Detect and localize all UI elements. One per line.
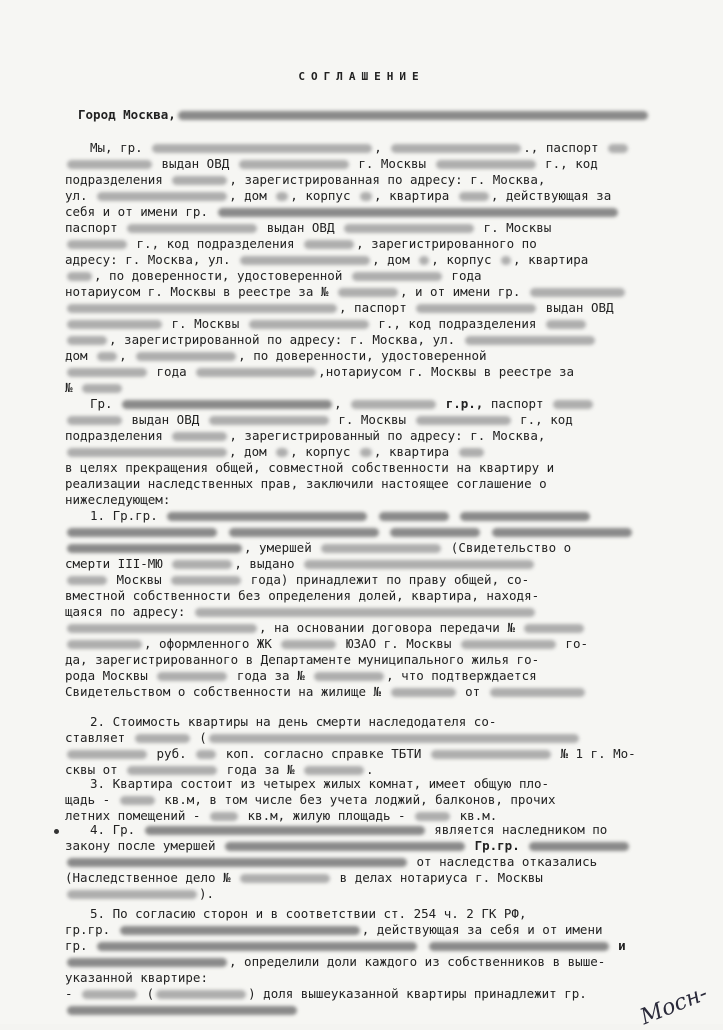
redaction — [360, 448, 372, 457]
redaction — [459, 192, 489, 201]
redaction — [209, 416, 329, 425]
redaction — [276, 448, 288, 457]
redaction — [196, 368, 316, 377]
redaction — [461, 640, 556, 649]
city-line: Город Москва, — [78, 107, 650, 122]
redaction — [97, 192, 227, 201]
text-line: Гр. , г.р., паспорт — [90, 396, 595, 411]
redaction — [67, 858, 407, 867]
text-line: выдан ОВД г. Москвы г., код — [65, 412, 573, 427]
redaction — [276, 192, 288, 201]
text-line: щаяся по адресу: — [65, 604, 537, 619]
redaction — [492, 528, 632, 537]
redaction — [304, 560, 534, 569]
redaction — [67, 368, 147, 377]
redaction — [67, 624, 257, 633]
redaction — [156, 990, 246, 999]
redaction — [304, 240, 354, 249]
text-line: нотариусом г. Москвы в реестре за № , и от имени гр. — [65, 284, 627, 299]
redaction — [608, 144, 628, 153]
text-line: , зарегистрированной по адресу: г. Москва, ул. — [65, 332, 597, 347]
redaction — [67, 160, 152, 169]
redaction — [157, 672, 227, 681]
text-line: нижеследующем: — [65, 492, 171, 507]
redaction — [67, 544, 242, 553]
redaction — [67, 240, 127, 249]
redaction — [465, 336, 595, 345]
text-line: , умершей (Свидетельство о — [65, 540, 571, 555]
redaction — [210, 812, 238, 821]
text-line: указанной квартире: — [65, 970, 208, 985]
redaction — [553, 400, 593, 409]
text-line — [65, 524, 634, 539]
text-line: реализации наследственных прав, заключили настоящее соглашение о — [65, 476, 547, 491]
redaction — [97, 352, 117, 361]
redaction — [67, 576, 107, 585]
redaction — [416, 416, 511, 425]
redaction — [67, 416, 122, 425]
redaction — [172, 176, 227, 185]
redaction — [225, 842, 465, 851]
redaction — [379, 512, 449, 521]
redaction — [82, 384, 122, 393]
redaction — [249, 320, 369, 329]
redaction — [524, 624, 584, 633]
redaction — [67, 958, 227, 967]
redaction — [67, 890, 197, 899]
redaction — [152, 144, 372, 153]
text-line: подразделения , зарегистрированная по адресу: г. Москва, — [65, 172, 546, 187]
redaction — [67, 304, 337, 313]
text-line: , дом , корпус , квартира — [65, 444, 486, 459]
text-line: ставляет ( — [65, 730, 581, 745]
redaction — [239, 160, 349, 169]
text-line: - ( ) доля вышеуказанной квартиры принадлежит гр. — [65, 986, 587, 1001]
redaction — [67, 320, 162, 329]
redaction — [314, 672, 384, 681]
text-line: дом , , по доверенности, удостоверенной — [65, 348, 487, 363]
text-line: себя и от имени гр. — [65, 204, 620, 219]
redaction — [167, 512, 367, 521]
redaction — [209, 734, 579, 743]
text-line: гр.гр. , действующая за себя и от имени — [65, 922, 603, 937]
text-line: паспорт выдан ОВД г. Москвы — [65, 220, 552, 235]
redaction — [240, 256, 370, 265]
redaction — [351, 400, 436, 409]
text-line: ). — [65, 886, 214, 901]
redaction — [135, 734, 190, 743]
redaction — [97, 942, 417, 951]
text-line: года ,нотариусом г. Москвы в реестре за — [65, 364, 574, 379]
redaction — [67, 750, 147, 759]
redaction — [171, 576, 241, 585]
handwritten-signature: Мосн- — [636, 980, 712, 1030]
text-line: (Наследственное дело № в делах нотариуса г. Москвы — [65, 870, 543, 885]
text-line: от наследства отказались — [65, 854, 597, 869]
redaction — [304, 766, 364, 775]
text-line: г. Москвы г., код подразделения — [65, 316, 588, 331]
redaction — [281, 640, 336, 649]
text-line: 4. Гр. является наследником по — [90, 822, 608, 837]
text-line: , оформленного ЖК ЮЗАО г. Москвы го- — [65, 636, 588, 651]
redaction — [415, 812, 450, 821]
text-line: Москвы года) принадлежит по праву общей, со- — [65, 572, 529, 587]
text-line: в целях прекращения общей, совместной собственности на квартиру и — [65, 460, 555, 475]
redaction — [391, 144, 521, 153]
redaction — [240, 874, 330, 883]
redaction — [501, 256, 511, 265]
text-line: , определили доли каждого из собственников в выше- — [65, 954, 605, 969]
redaction — [321, 544, 441, 553]
text-line: гр. и — [65, 938, 626, 953]
text-line: вместной собственности без определения долей, квартира, находя- — [65, 588, 540, 603]
redaction — [67, 640, 142, 649]
text-line: щадь - кв.м, в том числе без учета лоджий, балконов, прочих — [65, 792, 556, 807]
redaction — [127, 224, 257, 233]
redaction — [460, 512, 590, 521]
redaction — [145, 826, 425, 835]
redaction — [429, 942, 609, 951]
redaction — [120, 926, 360, 935]
redaction — [67, 336, 107, 345]
text-line: Свидетельством о собственности на жилище № от — [65, 684, 587, 699]
redaction — [529, 842, 629, 851]
text-line: 3. Квартира состоит из четырех жилых комнат, имеет общую пло- — [90, 776, 550, 791]
redaction — [82, 990, 137, 999]
text-line: 1. Гр.гр. — [90, 508, 592, 523]
redaction — [419, 256, 429, 265]
redaction — [229, 528, 379, 537]
redaction — [122, 400, 332, 409]
text-line: подразделения , зарегистрированный по адресу: г. Москва, — [65, 428, 546, 443]
redaction — [352, 272, 442, 281]
text-line — [65, 1002, 299, 1017]
redaction — [196, 750, 216, 759]
redaction — [67, 528, 217, 537]
document-title: СОГЛАШЕНИЕ — [298, 70, 425, 83]
text-line: 5. По согласию сторон и в соответствии ст. 254 ч. 2 ГК РФ, — [90, 906, 527, 921]
text-line: сквы от года за № . — [65, 762, 374, 777]
redaction — [67, 1006, 297, 1015]
text-line: ул. , дом , корпус , квартира , действующая за — [65, 188, 612, 203]
redaction — [67, 448, 227, 457]
redaction — [338, 288, 398, 297]
text-line: выдан ОВД г. Москвы г., код — [65, 156, 598, 171]
text-line: рода Москвы года за № , что подтверждается — [65, 668, 537, 683]
redaction — [172, 432, 227, 441]
text-line: да, зарегистрированного в Департаменте муниципального жилья го- — [65, 652, 540, 667]
text-line: 2. Стоимость квартиры на день смерти наследодателя со- — [90, 714, 497, 729]
bullet-mark — [54, 829, 59, 834]
text-line: закону после умершей Гр.гр. — [65, 838, 631, 853]
text-line: г., код подразделения , зарегистрированного по — [65, 236, 537, 251]
redaction — [127, 766, 217, 775]
text-line: , на основании договора передачи № — [65, 620, 586, 635]
text-line: , по доверенности, удостоверенной года — [65, 268, 482, 283]
redaction — [490, 688, 585, 697]
redaction — [178, 111, 648, 120]
text-line: руб. коп. согласно справке ТБТИ № 1 г. Мо- — [65, 746, 636, 761]
redaction — [530, 288, 625, 297]
text-line: смерти III-МЮ , выдано — [65, 556, 536, 571]
redaction — [344, 224, 474, 233]
redaction — [391, 688, 456, 697]
redaction — [360, 192, 372, 201]
redaction — [431, 750, 551, 759]
text-line: , паспорт выдан ОВД — [65, 300, 614, 315]
redaction — [67, 272, 92, 281]
redaction — [195, 608, 535, 617]
text-line: летних помещений - кв.м, жилую площадь - кв.м. — [65, 808, 498, 823]
redaction — [218, 208, 618, 217]
redaction — [436, 160, 536, 169]
text-line: адресу: г. Москва, ул. , дом , корпус , квартира — [65, 252, 589, 267]
redaction — [459, 448, 484, 457]
redaction — [416, 304, 536, 313]
text-line: № — [65, 380, 124, 395]
text-line: Мы, гр. , ., паспорт — [90, 140, 630, 155]
redaction — [172, 560, 232, 569]
redaction — [546, 320, 586, 329]
redaction — [136, 352, 236, 361]
redaction — [390, 528, 480, 537]
redaction — [120, 796, 155, 805]
